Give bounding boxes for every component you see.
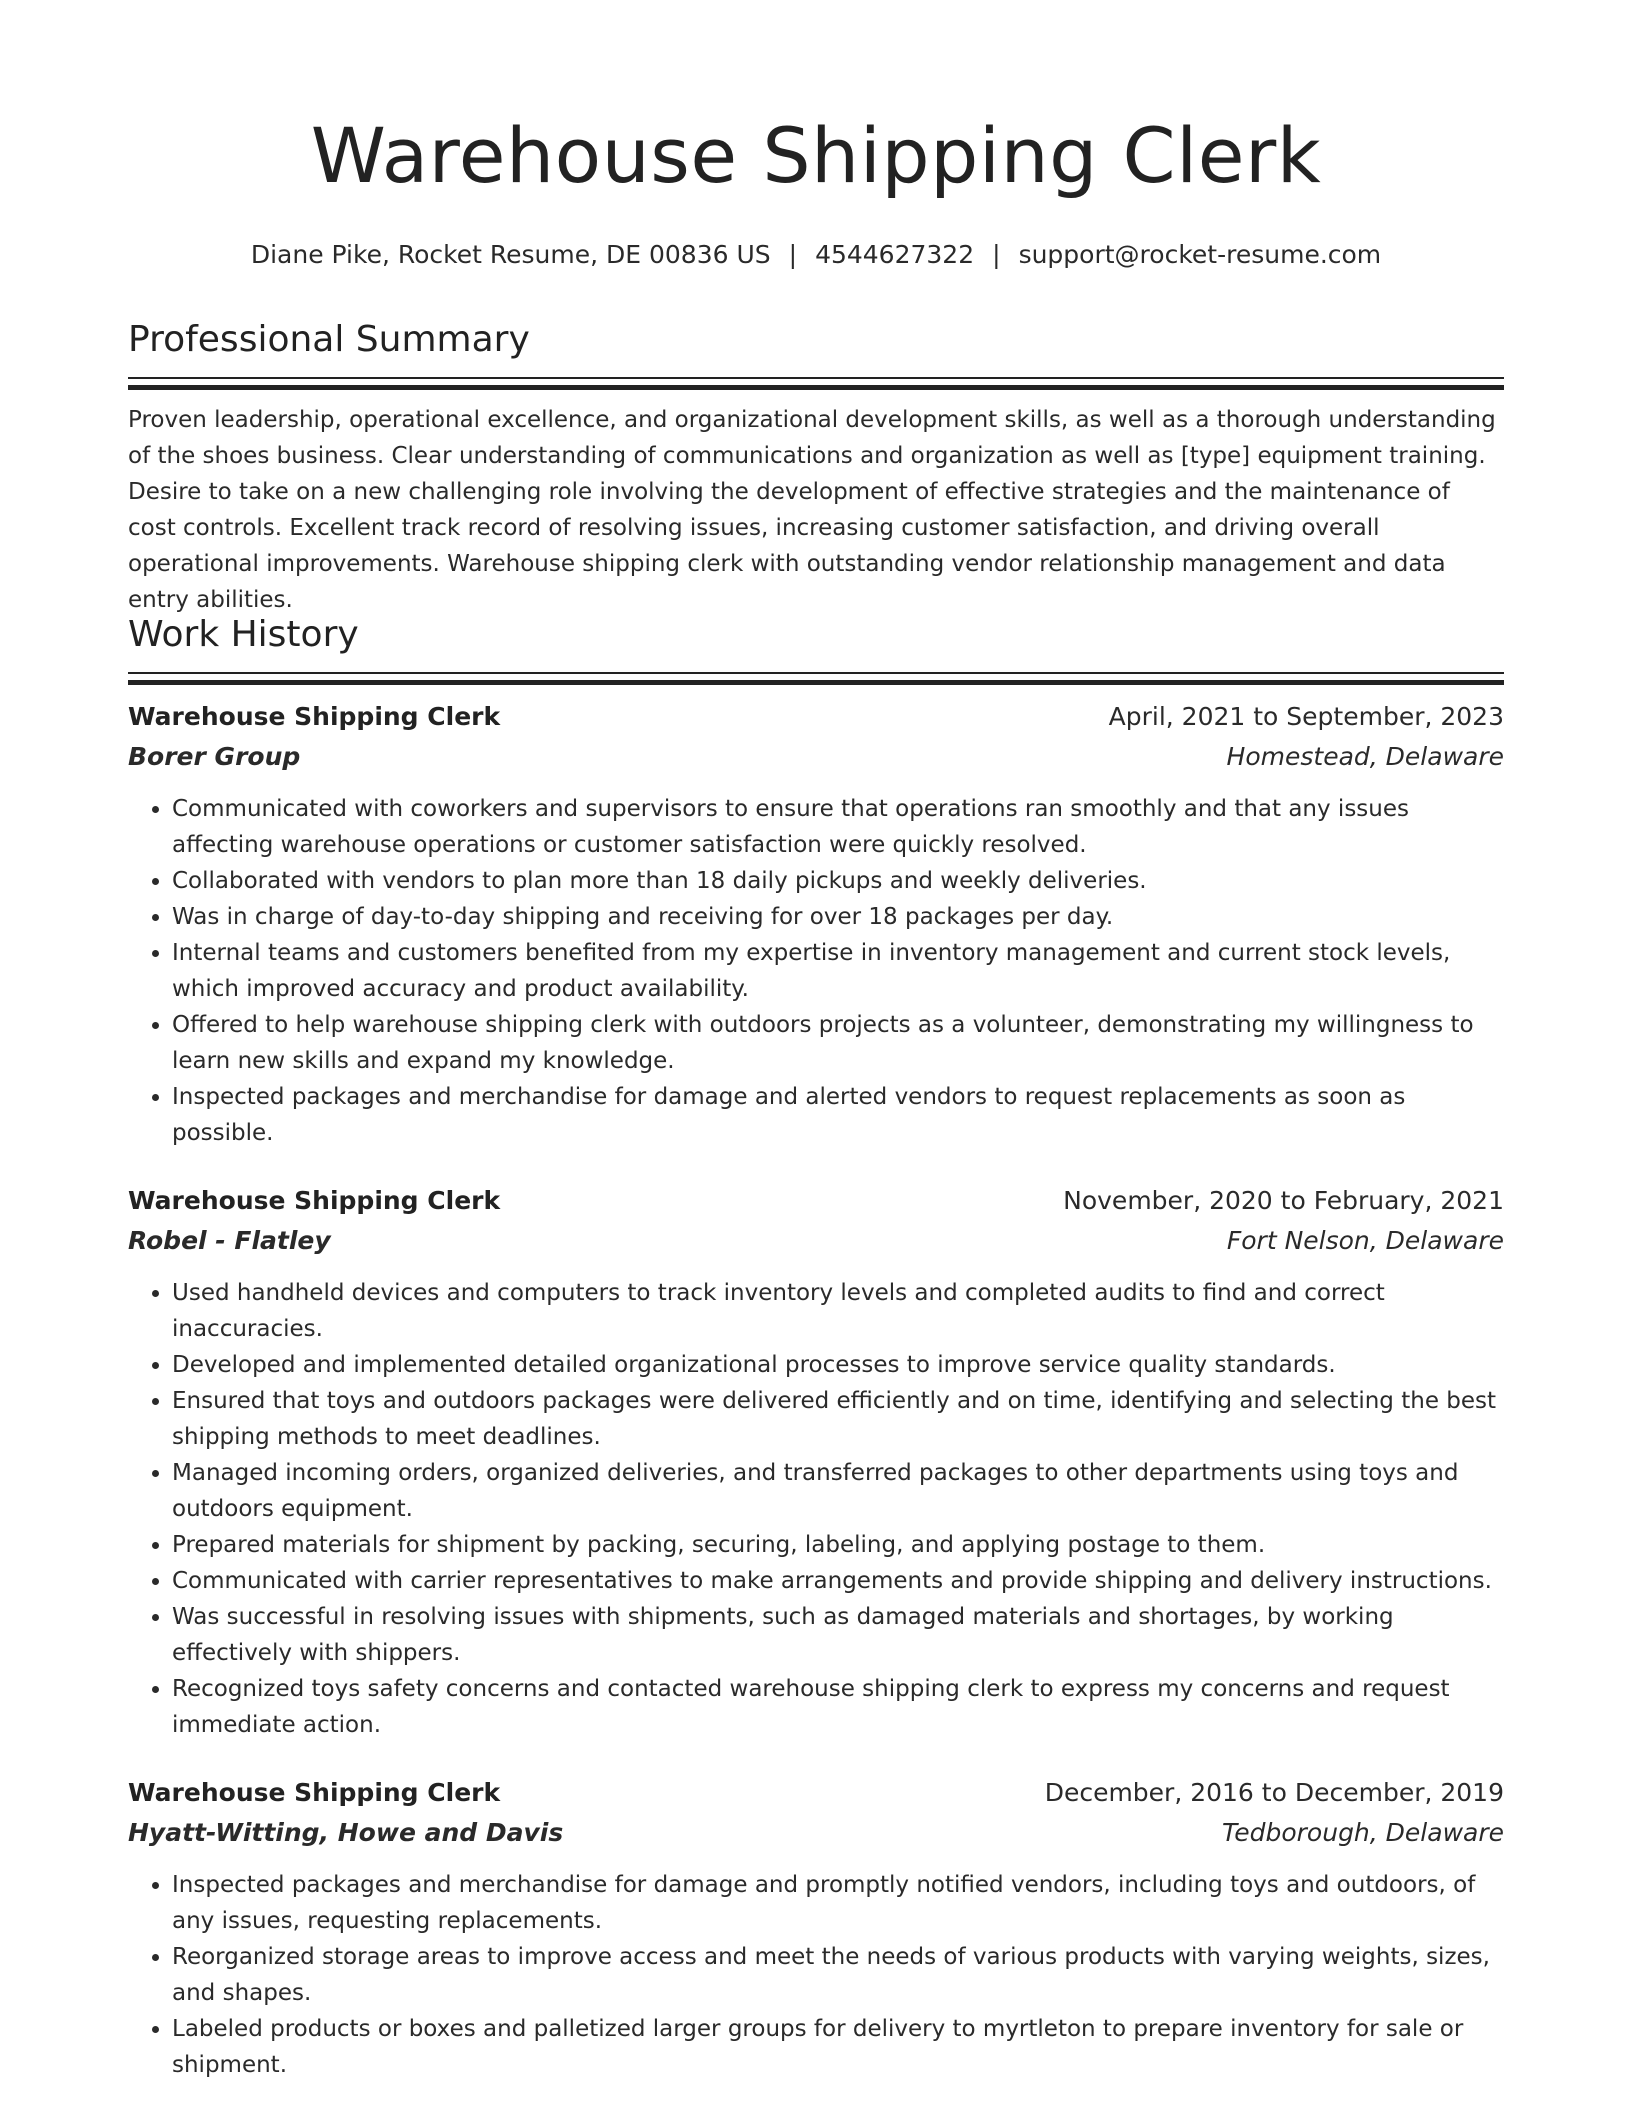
job-header-row (128, 1773, 1504, 1813)
job-dates: December, 2016 to December, 2019 (1044, 1778, 1504, 1808)
job-location: Fort Nelson, Delaware (1226, 1226, 1504, 1256)
job-company-row (128, 1813, 1504, 1853)
job-bullet: • Labeled products or boxes and palletized larger groups for delivery to myrtleton to prepare inventory for sale or shipment. (172, 2011, 1504, 2083)
job-dates: April, 2021 to September, 2023 (1108, 702, 1504, 732)
contact-separator: | (992, 240, 1001, 269)
job-bullet: • Inspected packages and merchandise for damage and promptly notified vendors, including toys and outdoors, of any issues, requesting replacements. (172, 1867, 1504, 1939)
job-entry (128, 1773, 1504, 2083)
job-bullet: • Was in charge of day-to-day shipping and receiving for over 18 packages per day. (172, 899, 1504, 935)
job-bullet: • Recognized toys safety concerns and contacted warehouse shipping clerk to express my concerns and request immediate action. (172, 1671, 1504, 1743)
job-company-row (128, 737, 1504, 777)
job-company-row (128, 1221, 1504, 1261)
job-bullet: • Communicated with coworkers and supervisors to ensure that operations ran smoothly and that any issues affecting warehouse operations or customer satisfaction were quickly resolved. (172, 791, 1504, 863)
job-location: Tedborough, Delaware (1222, 1818, 1504, 1848)
job-company: Robel - Flatley (128, 1226, 331, 1256)
job-title: Warehouse Shipping Clerk (128, 1778, 501, 1808)
job-entry (128, 1181, 1504, 1743)
job-bullet: • Ensured that toys and outdoors packages were delivered efficiently and on time, identifying and selecting the best shipping methods to meet deadlines. (172, 1383, 1504, 1455)
job-company: Borer Group (128, 742, 301, 772)
job-bullets (128, 1275, 1504, 1743)
job-bullet: • Used handheld devices and computers to track inventory levels and completed audits to find and correct inaccuracies. (172, 1275, 1504, 1347)
work-history-section (128, 613, 1504, 2083)
summary-section (128, 318, 1504, 641)
job-bullet: • Reorganized storage areas to improve access and meet the needs of various products with varying weights, sizes, and shapes. (172, 1939, 1504, 2011)
contact-phone: 4544627322 (815, 240, 975, 269)
job-bullet: • Managed incoming orders, organized deliveries, and transferred packages to other departments using toys and outdoors equipment. (172, 1455, 1504, 1527)
job-location: Homestead, Delaware (1226, 742, 1504, 772)
contact-email: support@rocket-resume.com (1018, 240, 1382, 269)
job-bullets (128, 791, 1504, 1151)
work-history-heading: Work History (128, 614, 359, 655)
job-bullets (128, 1867, 1504, 2083)
job-dates: November, 2020 to February, 2021 (1063, 1186, 1504, 1216)
job-entry (128, 697, 1504, 1151)
job-bullet: • Communicated with carrier representatives to make arrangements and provide shipping and delivery instructions. (172, 1563, 1504, 1599)
job-title: Warehouse Shipping Clerk (128, 702, 501, 732)
job-header-row (128, 1181, 1504, 1221)
job-bullet: • Collaborated with vendors to plan more than 18 daily pickups and weekly deliveries. (172, 863, 1504, 899)
job-bullet: • Developed and implemented detailed organizational processes to improve service quality standards. (172, 1347, 1504, 1383)
job-title: Warehouse Shipping Clerk (128, 1186, 501, 1216)
job-company: Hyatt-Witting, Howe and Davis (128, 1818, 564, 1848)
job-bullet: • Inspected packages and merchandise for damage and alerted vendors to request replacements as soon as possible. (172, 1079, 1504, 1151)
job-bullet: • Was successful in resolving issues with shipments, such as damaged materials and shortages, by working effectively with shippers. (172, 1599, 1504, 1671)
section-rule (128, 672, 1504, 685)
job-header-row (128, 697, 1504, 737)
contact-address: Diane Pike, Rocket Resume, DE 00836 US (250, 240, 771, 269)
contact-separator: | (788, 240, 798, 269)
section-rule (128, 377, 1504, 390)
summary-text: Proven leadership, operational excellence, and organizational development skills, as well as a thorough understanding of the shoes business. Clear understanding of communications and organization as well as [type] equipment training. Desire to take on a new challenging role involving the development of effective strategies and the maintenance of cost controls. Excellent track record of resolving issues, increasing customer satisfaction, and driving overall operational improvements. Warehouse shipping clerk with outstanding vendor relationship management and data entry abilities. (128, 407, 1496, 614)
resume-title: Warehouse Shipping Clerk (310, 111, 1322, 200)
job-bullet: • Internal teams and customers benefited from my expertise in inventory management and current stock levels, which improved accuracy and product availability. (172, 935, 1504, 1007)
summary-heading: Professional Summary (128, 319, 530, 360)
contact-line (128, 240, 1504, 270)
job-bullet: • Offered to help warehouse shipping clerk with outdoors projects as a volunteer, demonstrating my willingness to learn new skills and expand my knowledge. (172, 1007, 1504, 1079)
job-bullet: • Prepared materials for shipment by packing, securing, labeling, and applying postage to them. (172, 1527, 1504, 1563)
